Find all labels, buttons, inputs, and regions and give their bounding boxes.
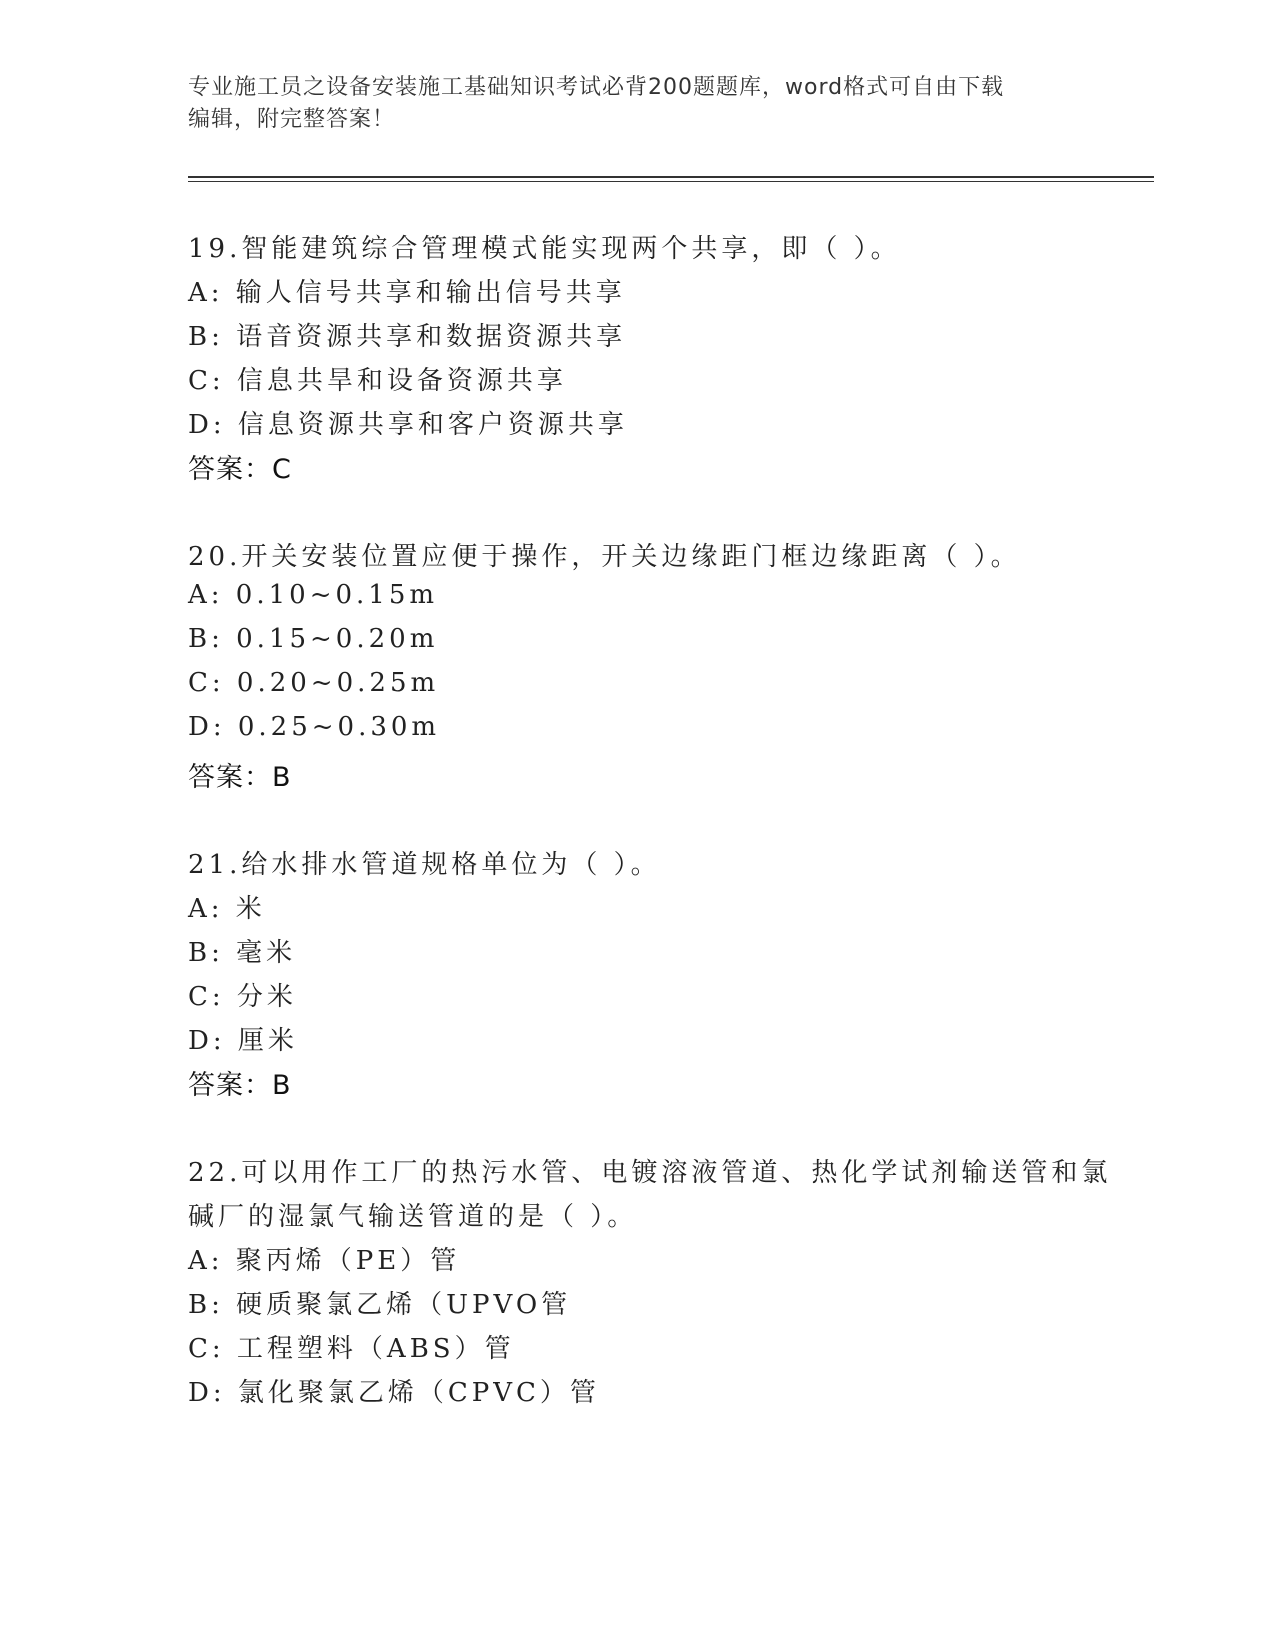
question-21-answer: 答案：B: [188, 1070, 292, 1101]
question-21-option-b: B: 毫米: [188, 938, 297, 968]
question-22-option-b: B: 硬质聚氯乙烯（UPVO管: [188, 1290, 572, 1320]
question-22-stem-line-2: 碱厂的湿氯气输送管道的是（ ）。: [188, 1202, 638, 1232]
question-20-option-c: C: 0.20~0.25m: [188, 668, 440, 698]
question-22-option-d: D: 氯化聚氯乙烯（CPVC）管: [188, 1378, 600, 1408]
header-title-line-1: 专业施工员之设备安装施工基础知识考试必背200题题库，word格式可自由下载: [188, 75, 1005, 100]
question-21-stem: 21.给水排水管道规格单位为（ ）。: [188, 850, 661, 880]
question-19-option-c: C: 信息共旱和设备资源共享: [188, 366, 567, 396]
question-19-option-a: A: 输人信号共享和输出信号共享: [188, 278, 626, 308]
question-20-option-b: B: 0.15~0.20m: [188, 624, 439, 654]
header-title-line-2: 编辑，附完整答案！: [188, 107, 396, 132]
question-20-answer: 答案：B: [188, 762, 292, 793]
question-20-option-a: A: 0.10~0.15m: [188, 580, 439, 610]
question-21-option-c: C: 分米: [188, 982, 297, 1012]
question-22-stem-line-1: 22.可以用作工厂的热污水管、电镀溶液管道、热化学试剂输送管和氯: [188, 1158, 1112, 1188]
header-divider-thick: [188, 176, 1154, 178]
document-header: [188, 72, 1068, 136]
question-22-option-a: A: 聚丙烯（PE）管: [188, 1246, 461, 1276]
question-22-option-c: C: 工程塑料（ABS）管: [188, 1334, 515, 1364]
question-19-stem: 19.智能建筑综合管理模式能实现两个共享，即（ ）。: [188, 234, 901, 264]
question-19-option-b: B: 语音资源共享和数据资源共享: [188, 322, 627, 352]
question-21-option-d: D: 厘米: [188, 1026, 298, 1056]
question-20-option-d: D: 0.25~0.30m: [188, 712, 441, 742]
question-20-stem: 20.开关安装位置应便于操作，开关边缘距门框边缘距离（ ）。: [188, 542, 1021, 572]
question-21-option-a: A: 米: [188, 894, 266, 924]
header-divider-thin: [188, 181, 1154, 182]
question-19-option-d: D: 信息资源共享和客户资源共享: [188, 410, 628, 440]
question-19-answer: 答案：C: [188, 454, 292, 485]
